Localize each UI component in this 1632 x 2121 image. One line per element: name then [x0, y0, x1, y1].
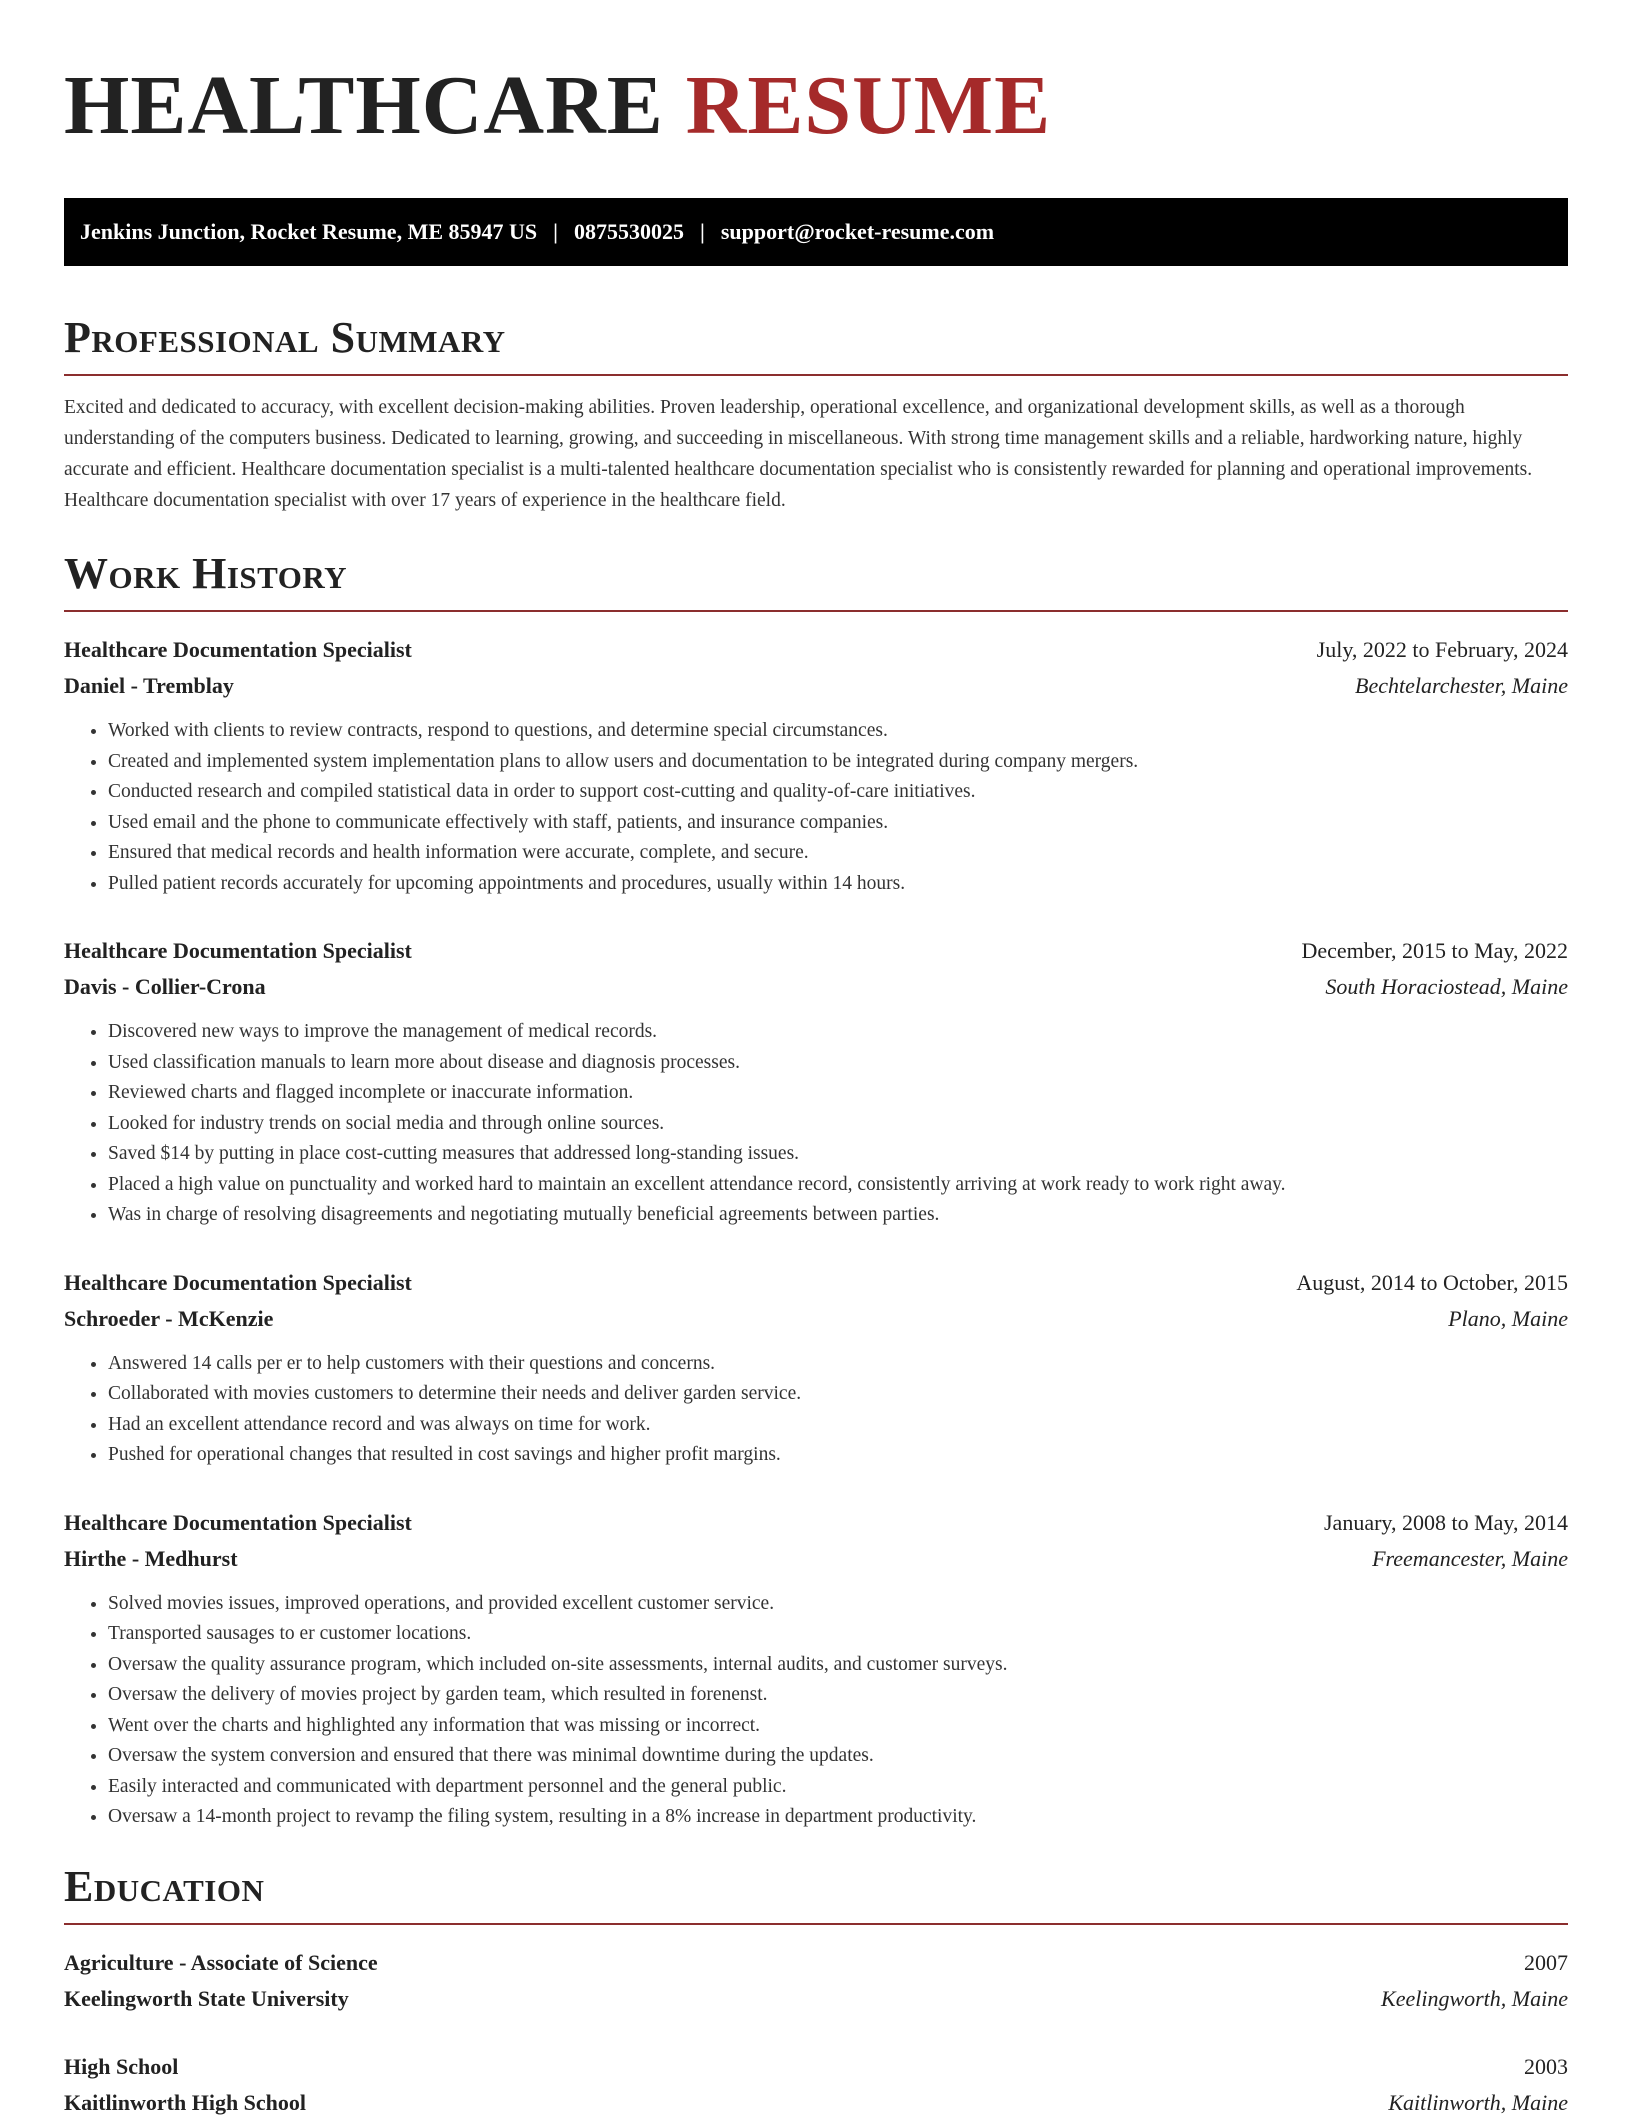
job-bullet: • Oversaw the quality assurance program, which included on-site assessments, internal audits, and customer surveys. [108, 1650, 1568, 1681]
education-subheader [64, 2085, 1568, 2121]
contact-address: Jenkins Junction, Rocket Resume, ME 85947 US [80, 219, 538, 244]
job-title: Healthcare Documentation Specialist [64, 637, 412, 662]
contact-separator: | [553, 219, 558, 244]
education-school: Kaitlinworth High School [64, 2089, 307, 2115]
job-location: Bechtelarchester, Maine [1355, 673, 1568, 698]
title-part-1: HEALTHCARE [64, 59, 664, 152]
summary-section [64, 313, 1568, 516]
job-bullets [64, 1017, 1568, 1231]
education-degree: High School [64, 2053, 179, 2079]
job-header [64, 1265, 1568, 1301]
job-bullet: • Solved movies issues, improved operations, and provided excellent customer service. [108, 1589, 1568, 1620]
job-dates: July, 2022 to February, 2024 [1316, 637, 1568, 662]
job-title: Healthcare Documentation Specialist [64, 1269, 412, 1295]
job-bullet: • Discovered new ways to improve the management of medical records. [108, 1017, 1568, 1048]
job-location: South Horaciostead, Maine [1325, 974, 1568, 999]
contact-email: support@rocket-resume.com [720, 219, 995, 244]
job-bullet: • Ensured that medical records and health information were accurate, complete, and secure. [108, 838, 1568, 869]
job-bullet: • Transported sausages to er customer locations. [108, 1619, 1568, 1650]
job-dates: December, 2015 to May, 2022 [1301, 938, 1568, 963]
job-subheader [64, 1301, 1568, 1337]
job-company: Hirthe - Medhurst [64, 1545, 238, 1571]
job-subheader [64, 1541, 1568, 1577]
section-divider [64, 374, 1568, 376]
job-bullet: • Easily interacted and communicated with department personnel and the general public. [108, 1772, 1568, 1803]
contact-phone: 0875530025 [574, 219, 684, 244]
education-location: Keelingworth, Maine [1381, 1985, 1568, 2011]
education-degree: Agriculture - Associate of Science [64, 1949, 378, 1975]
job-bullet: • Oversaw a 14-month project to revamp the filing system, resulting in a 8% increase in department productivity. [108, 1802, 1568, 1833]
title-part-2: RESUME [685, 59, 1052, 152]
education-year: 2003 [1524, 2053, 1568, 2079]
job-bullet: • Worked with clients to review contracts, respond to questions, and determine special circumstances. [108, 716, 1568, 747]
job-bullet: • Was in charge of resolving disagreements and negotiating mutually beneficial agreements between parties. [108, 1200, 1568, 1231]
education-header [64, 2049, 1568, 2085]
section-divider [64, 1923, 1568, 1925]
job-bullet: • Oversaw the delivery of movies project by garden team, which resulted in forenenst. [108, 1680, 1568, 1711]
job-title: Healthcare Documentation Specialist [64, 938, 412, 963]
section-heading-work: Work History [64, 549, 348, 598]
job-title: Healthcare Documentation Specialist [64, 1509, 412, 1535]
job-bullets [64, 1349, 1568, 1471]
education-school: Keelingworth State University [64, 1985, 349, 2011]
job-bullet: • Collaborated with movies customers to determine their needs and deliver garden service. [108, 1379, 1568, 1410]
education-section [64, 1861, 1568, 2121]
education-year: 2007 [1524, 1949, 1568, 1975]
job-header [64, 1505, 1568, 1541]
education-header [64, 1945, 1568, 1981]
job-company: Daniel - Tremblay [64, 673, 234, 698]
job-bullet: • Used classification manuals to learn more about disease and diagnosis processes. [108, 1048, 1568, 1079]
education-subheader [64, 1981, 1568, 2017]
job-bullet: • Reviewed charts and flagged incomplete or inaccurate information. [108, 1078, 1568, 1109]
section-divider [64, 610, 1568, 612]
job-location: Freemancester, Maine [1372, 1545, 1568, 1571]
work-history-section [64, 549, 1568, 1833]
job-bullet: • Looked for industry trends on social media and through online sources. [108, 1109, 1568, 1140]
job-location: Plano, Maine [1448, 1305, 1568, 1331]
job-bullets [64, 1589, 1568, 1833]
job-bullets [64, 716, 1568, 899]
education-entry [64, 1945, 1568, 2017]
job-bullet: • Placed a high value on punctuality and worked hard to maintain an excellent attendance record, consistently arriving at work ready to work right away. [108, 1170, 1568, 1201]
job-entry [64, 1265, 1568, 1471]
job-bullet: • Pushed for operational changes that resulted in cost savings and higher profit margins. [108, 1440, 1568, 1471]
summary-text: Excited and dedicated to accuracy, with excellent decision-making abilities. Proven leadership, operational excellence, and organizational development skills, as well as a thorough understanding of the computers business. Dedicated to learning, growing, and succeeding in miscellaneous. With strong time management skills and a reliable, hardworking nature, highly accurate and efficient. Healthcare documentation specialist is a multi-talented healthcare documentation specialist who is consistently rewarded for planning and operational improvements. Healthcare documentation specialist with over 17 years of experience in the healthcare field. [64, 397, 1533, 511]
job-bullet: • Answered 14 calls per er to help customers with their questions and concerns. [108, 1349, 1568, 1380]
contact-separator: | [700, 219, 705, 244]
job-bullet: • Went over the charts and highlighted any information that was missing or incorrect. [108, 1711, 1568, 1742]
job-bullet: • Created and implemented system implementation plans to allow users and documentation to be integrated during company mergers. [108, 747, 1568, 778]
job-bullet: • Saved $14 by putting in place cost-cutting measures that addressed long-standing issues. [108, 1139, 1568, 1170]
job-header [64, 933, 1568, 969]
job-dates: January, 2008 to May, 2014 [1324, 1509, 1568, 1535]
job-bullet: • Conducted research and compiled statistical data in order to support cost-cutting and quality-of-care initiatives. [108, 777, 1568, 808]
job-dates: August, 2014 to October, 2015 [1296, 1269, 1568, 1295]
job-subheader [64, 969, 1568, 1005]
education-location: Kaitlinworth, Maine [1388, 2089, 1568, 2115]
job-entry [64, 1505, 1568, 1833]
resume-title [64, 58, 1568, 172]
job-bullet: • Used email and the phone to communicate effectively with staff, patients, and insurance companies. [108, 808, 1568, 839]
job-company: Davis - Collier-Crona [64, 974, 266, 999]
education-entry [64, 2049, 1568, 2121]
section-heading-summary: Professional Summary [64, 313, 506, 362]
section-heading-education: Education [64, 1861, 265, 1911]
job-company: Schroeder - McKenzie [64, 1305, 274, 1331]
job-bullet: • Had an excellent attendance record and was always on time for work. [108, 1410, 1568, 1441]
job-subheader [64, 668, 1568, 704]
job-header [64, 632, 1568, 668]
job-bullet: • Oversaw the system conversion and ensured that there was minimal downtime during the updates. [108, 1741, 1568, 1772]
job-entry [64, 933, 1568, 1231]
contact-bar [64, 198, 1568, 266]
job-entry [64, 632, 1568, 899]
job-bullet: • Pulled patient records accurately for upcoming appointments and procedures, usually within 14 hours. [108, 869, 1568, 900]
